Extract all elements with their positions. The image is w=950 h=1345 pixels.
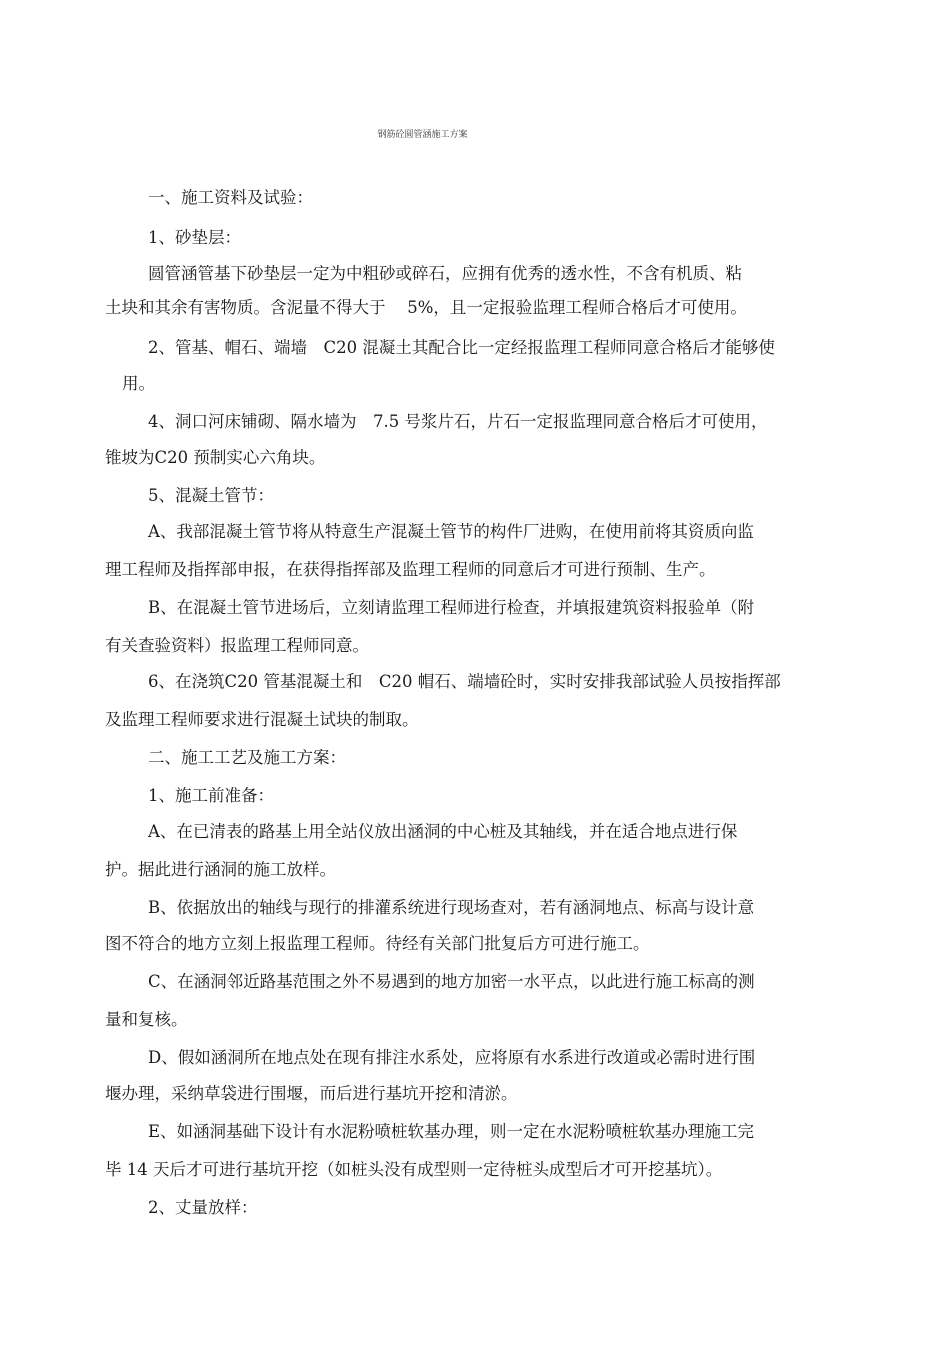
section-heading-2: 二、施工工艺及施工方案：	[148, 748, 346, 767]
paragraph-line: E、如涵洞基础下设计有水泥粉喷桩软基办理，则一定在水泥粉喷桩软基办理施工完	[148, 1122, 755, 1141]
paragraph-line: A、在已清表的路基上用全站仪放出涵洞的中心桩及其轴线，并在适合地点进行保	[148, 822, 738, 841]
paragraph-line: B、依据放出的轴线与现行的排灌系统进行现场查对，若有涵洞地点、标高与设计意	[148, 898, 755, 917]
subsection-heading: 5、混凝土管节：	[148, 486, 274, 505]
paragraph-line: 堰办理，采纳草袋进行围堰，而后进行基坑开挖和清淤。	[105, 1084, 518, 1103]
paragraph-line: 土块和其余有害物质。含泥量不得大于 5%，且一定报验监理工程师合格后才可使用。	[105, 298, 747, 317]
section-heading-1: 一、施工资料及试验：	[148, 188, 313, 207]
paragraph-line: 理工程师及指挥部申报，在获得指挥部及监理工程师的同意后才可进行预制、生产。	[105, 560, 716, 579]
paragraph-line: 及监理工程师要求进行混凝土试块的制取。	[105, 710, 419, 729]
paragraph-line: C、在涵洞邻近路基范围之外不易遇到的地方加密一水平点，以此进行施工标高的测	[148, 972, 755, 991]
paragraph-line: D、假如涵洞所在地点处在现有排注水系处，应将原有水系进行改道或必需时进行围	[148, 1048, 756, 1067]
paragraph-line: 有关查验资料）报监理工程师同意。	[105, 636, 369, 655]
paragraph-line: 4、洞口河床铺砌、隔水墙为 7.5 号浆片石，片石一定报监理同意合格后才可使用，	[148, 412, 768, 431]
subsection-heading: 1、施工前准备：	[148, 786, 274, 805]
paragraph-line: 2、管基、帽石、端墙 C20 混凝土其配合比一定经报监理工程师同意合格后才能够使	[148, 338, 775, 357]
paragraph-line: 护。据此进行涵洞的施工放样。	[105, 860, 336, 879]
paragraph-line: 用。	[122, 374, 155, 393]
paragraph-line: 圆管涵管基下砂垫层一定为中粗砂或碎石，应拥有优秀的透水性，不含有机质、粘	[148, 264, 742, 283]
paragraph-line: 量和复核。	[105, 1010, 188, 1029]
paragraph-line: A、我部混凝土管节将从特意生产混凝土管节的构件厂进购，在使用前将其资质向监	[148, 522, 754, 541]
paragraph-line: 6、在浇筑C20 管基混凝土和 C20 帽石、端墙砼时，实时安排我部试验人员按指挥部	[148, 672, 781, 691]
subsection-heading: 1、砂垫层：	[148, 228, 241, 247]
paragraph-line: 锥坡为C20 预制实心六角块。	[105, 448, 326, 467]
paragraph-line: B、在混凝土管节进场后，立刻请监理工程师进行检查，并填报建筑资料报验单（附	[148, 598, 755, 617]
paragraph-line: 毕 14 天后才可进行基坑开挖（如桩头没有成型则一定待桩头成型后才可开挖基坑）。	[105, 1160, 723, 1179]
subsection-heading: 2、丈量放样：	[148, 1198, 258, 1217]
document-header-title: 钢筋砼圆管涵施工方案	[377, 130, 468, 140]
paragraph-line: 图不符合的地方立刻上报监理工程师。待经有关部门批复后方可进行施工。	[105, 934, 650, 953]
